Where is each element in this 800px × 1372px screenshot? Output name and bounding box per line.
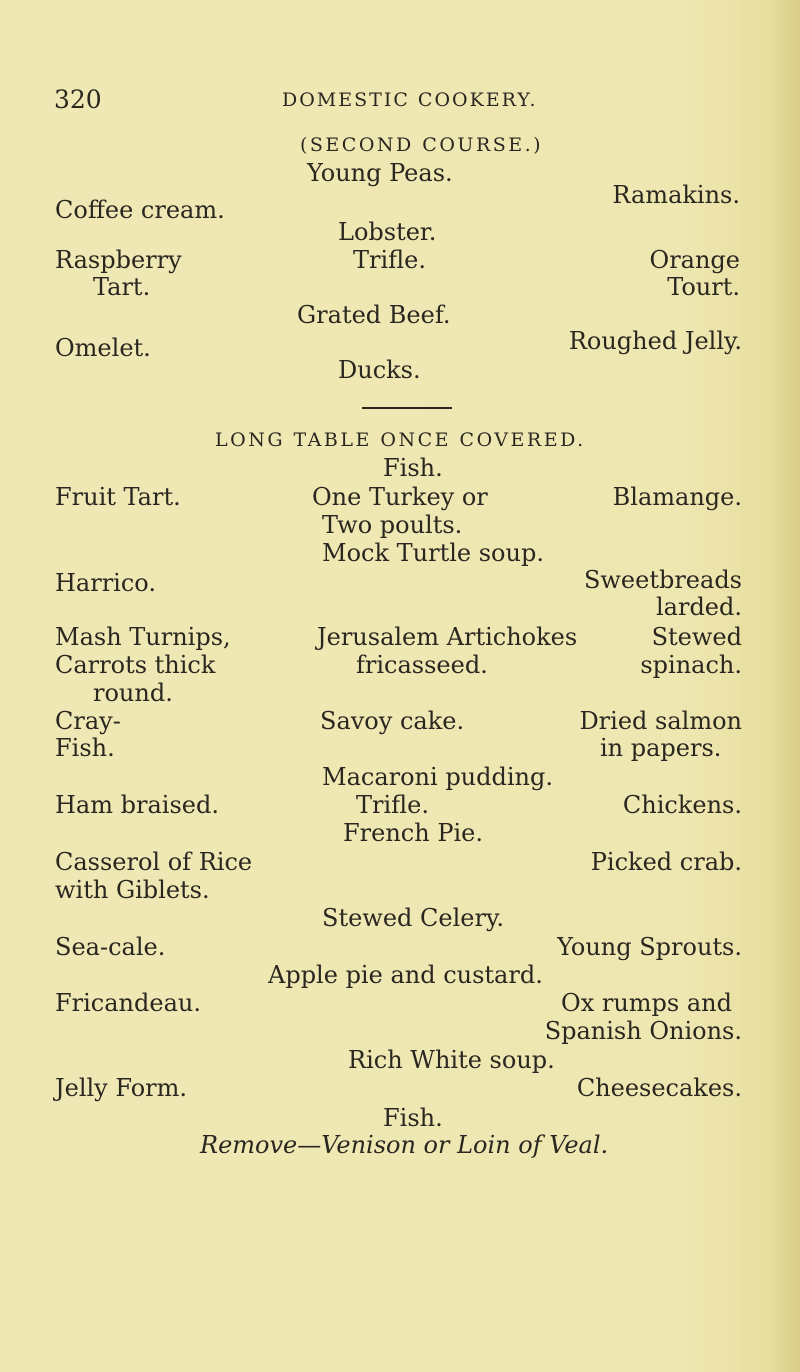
menu-item: Sweetbreads <box>583 566 742 594</box>
menu-item: Mock Turtle soup. <box>322 539 544 567</box>
menu-item: Chickens. <box>622 791 742 819</box>
menu-item: Tourt. <box>667 273 740 301</box>
menu-item: Cheesecakes. <box>576 1074 742 1102</box>
menu-item: Apple pie and custard. <box>268 961 543 989</box>
menu-item: Stewed Celery. <box>322 904 504 932</box>
second-course-heading: (SECOND COURSE.) <box>300 134 544 156</box>
menu-item: larded. <box>655 593 742 621</box>
menu-item: Trifle. <box>356 791 429 819</box>
menu-item: Spanish Onions. <box>544 1017 742 1045</box>
section-divider <box>362 407 452 409</box>
menu-item: Fish. <box>55 734 115 762</box>
menu-item: Grated Beef. <box>297 301 451 329</box>
remove-note: Remove—Venison or Loin of Veal. <box>200 1131 609 1159</box>
menu-item: Roughed Jelly. <box>568 327 742 355</box>
menu-item: with Giblets. <box>55 876 210 904</box>
menu-item: Young Peas. <box>307 159 453 187</box>
menu-item: One Turkey or <box>312 483 488 511</box>
menu-item: Savoy cake. <box>320 707 465 735</box>
menu-item: Ox rumps and <box>561 989 732 1017</box>
menu-item: Picked crab. <box>590 848 742 876</box>
menu-item: Macaroni pudding. <box>322 763 553 791</box>
menu-item: Jerusalem Artichokes <box>317 623 578 651</box>
menu-item: Coffee cream. <box>55 196 225 224</box>
menu-item: Fish. <box>383 454 443 482</box>
menu-item: Tart. <box>93 273 151 301</box>
menu-item: Raspberry <box>55 246 182 274</box>
menu-item: Ducks. <box>338 356 421 384</box>
menu-item: Fish. <box>383 1104 443 1132</box>
menu-item: Carrots thick <box>55 651 216 679</box>
menu-item: Cray- <box>55 707 121 735</box>
menu-item: Blamange. <box>612 483 742 511</box>
menu-item: Stewed <box>651 623 742 651</box>
menu-item: Ramakins. <box>612 181 740 209</box>
menu-item: Jelly Form. <box>55 1074 188 1102</box>
menu-item: Dried salmon <box>579 707 742 735</box>
menu-item: Sea-cale. <box>55 933 166 961</box>
menu-item: French Pie. <box>343 819 483 847</box>
menu-item: Rich White soup. <box>348 1046 555 1074</box>
menu-item: Young Sprouts. <box>557 933 742 961</box>
menu-item: spinach. <box>640 651 742 679</box>
menu-item: Casserol of Rice <box>55 848 253 876</box>
page-number: 320 <box>54 85 102 114</box>
menu-item: Orange <box>649 246 740 274</box>
menu-item: in papers. <box>600 734 722 762</box>
running-title: DOMESTIC COOKERY. <box>282 89 538 111</box>
menu-item: Mash Turnips, <box>55 623 231 651</box>
menu-item: fricasseed. <box>356 651 488 679</box>
menu-item: Harrico. <box>55 569 156 597</box>
menu-item: Fricandeau. <box>55 989 201 1017</box>
menu-item: Two poults. <box>322 511 463 539</box>
menu-item: Ham braised. <box>55 791 219 819</box>
menu-item: round. <box>93 679 173 707</box>
menu-item: Trifle. <box>353 246 426 274</box>
long-table-heading: LONG TABLE ONCE COVERED. <box>215 429 586 451</box>
menu-item: Lobster. <box>338 218 437 246</box>
menu-item: Omelet. <box>55 334 151 362</box>
menu-item: Fruit Tart. <box>55 483 181 511</box>
